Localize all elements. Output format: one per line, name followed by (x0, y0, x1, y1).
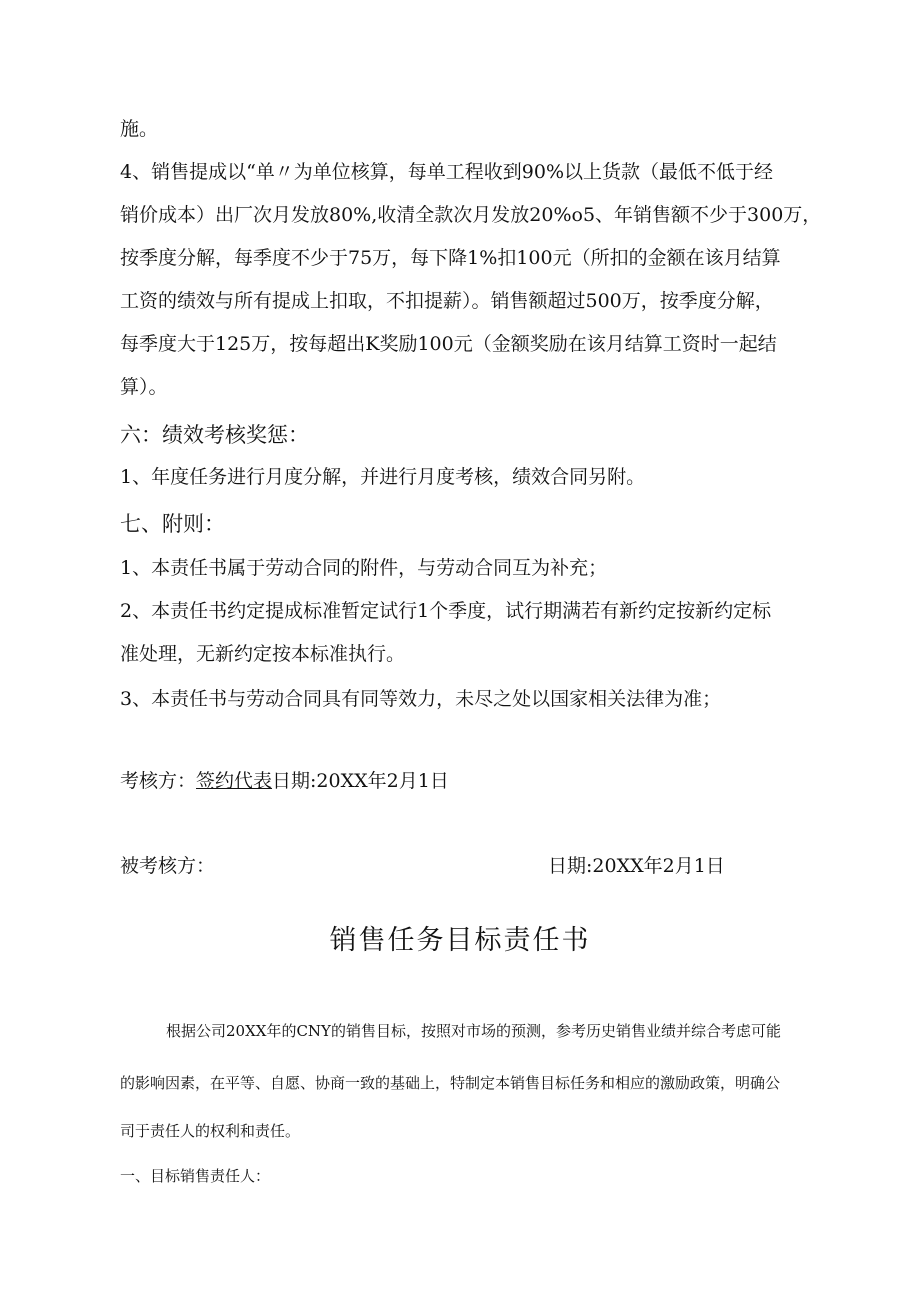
assessor-label: 考核方： (120, 770, 197, 792)
section-heading-1: 一、目标销售责任人： (120, 1167, 271, 1185)
section6-item-1: 1、年度任务进行月度分解，并进行月度考核，绩效合同另附。 (120, 466, 646, 488)
section-heading-7: 七、附则： (120, 512, 225, 536)
document-title: 销售任务目标责任书 (329, 925, 591, 956)
text-line: 每季度大于125万，按每超出K奖励100元（金额奖励在该月结算工资时一起结 (120, 333, 777, 355)
assessor-signature-line (120, 766, 449, 793)
intro-paragraph-line: 司于责任人的权利和责任。 (120, 1122, 301, 1140)
assessee-label: 被考核方： (120, 855, 216, 877)
text-line: 工资的绩效与所有提成上扣取，不扣提薪）。销售额超过500万，按季度分解， (120, 290, 774, 312)
section7-item-2: 2、本责任书约定提成标准暂定试行1个季度，试行期满若有新约定按新约定标 (120, 600, 772, 622)
section-heading-6: 六：绩效考核奖惩： (120, 423, 309, 447)
text-line: 算）。 (120, 376, 168, 398)
intro-paragraph-line: 根据公司20XX年的CNY的销售目标，按照对市场的预测，参考历史销售业绩并综合考虑可能 (166, 1022, 781, 1040)
text-line: 销价成本）出厂次月发放80%,收清全款次月发放20%o5、年销售额不少于300万， (120, 204, 822, 226)
text-line: 按季度分解，每季度不少于75万，每下降1%扣100元（所扣的金额在该月结算 (120, 247, 781, 269)
assessor-date: 日期:20XX年2月1日 (272, 770, 449, 792)
section7-item-1: 1、本责任书属于劳动合同的附件，与劳动合同互为补充； (120, 557, 608, 579)
assessee-date: 日期:20XX年2月1日 (548, 855, 725, 877)
intro-paragraph-line: 的影响因素，在平等、自愿、协商一致的基础上，特制定本销售目标任务和相应的激励政策，明确公 (120, 1074, 781, 1092)
section7-item-3: 3、本责任书与劳动合同具有同等效力，未尽之处以国家相关法律为准； (120, 688, 722, 710)
text-line: 施。 (120, 118, 159, 140)
assessor-representative: 签约代表 (196, 770, 273, 792)
text-line: 4、销售提成以“单〃为单位核算，每单工程收到90%以上货款（最低不低于经 (120, 161, 774, 183)
section7-item-2-cont: 准处理，无新约定按本标准执行。 (120, 643, 406, 665)
